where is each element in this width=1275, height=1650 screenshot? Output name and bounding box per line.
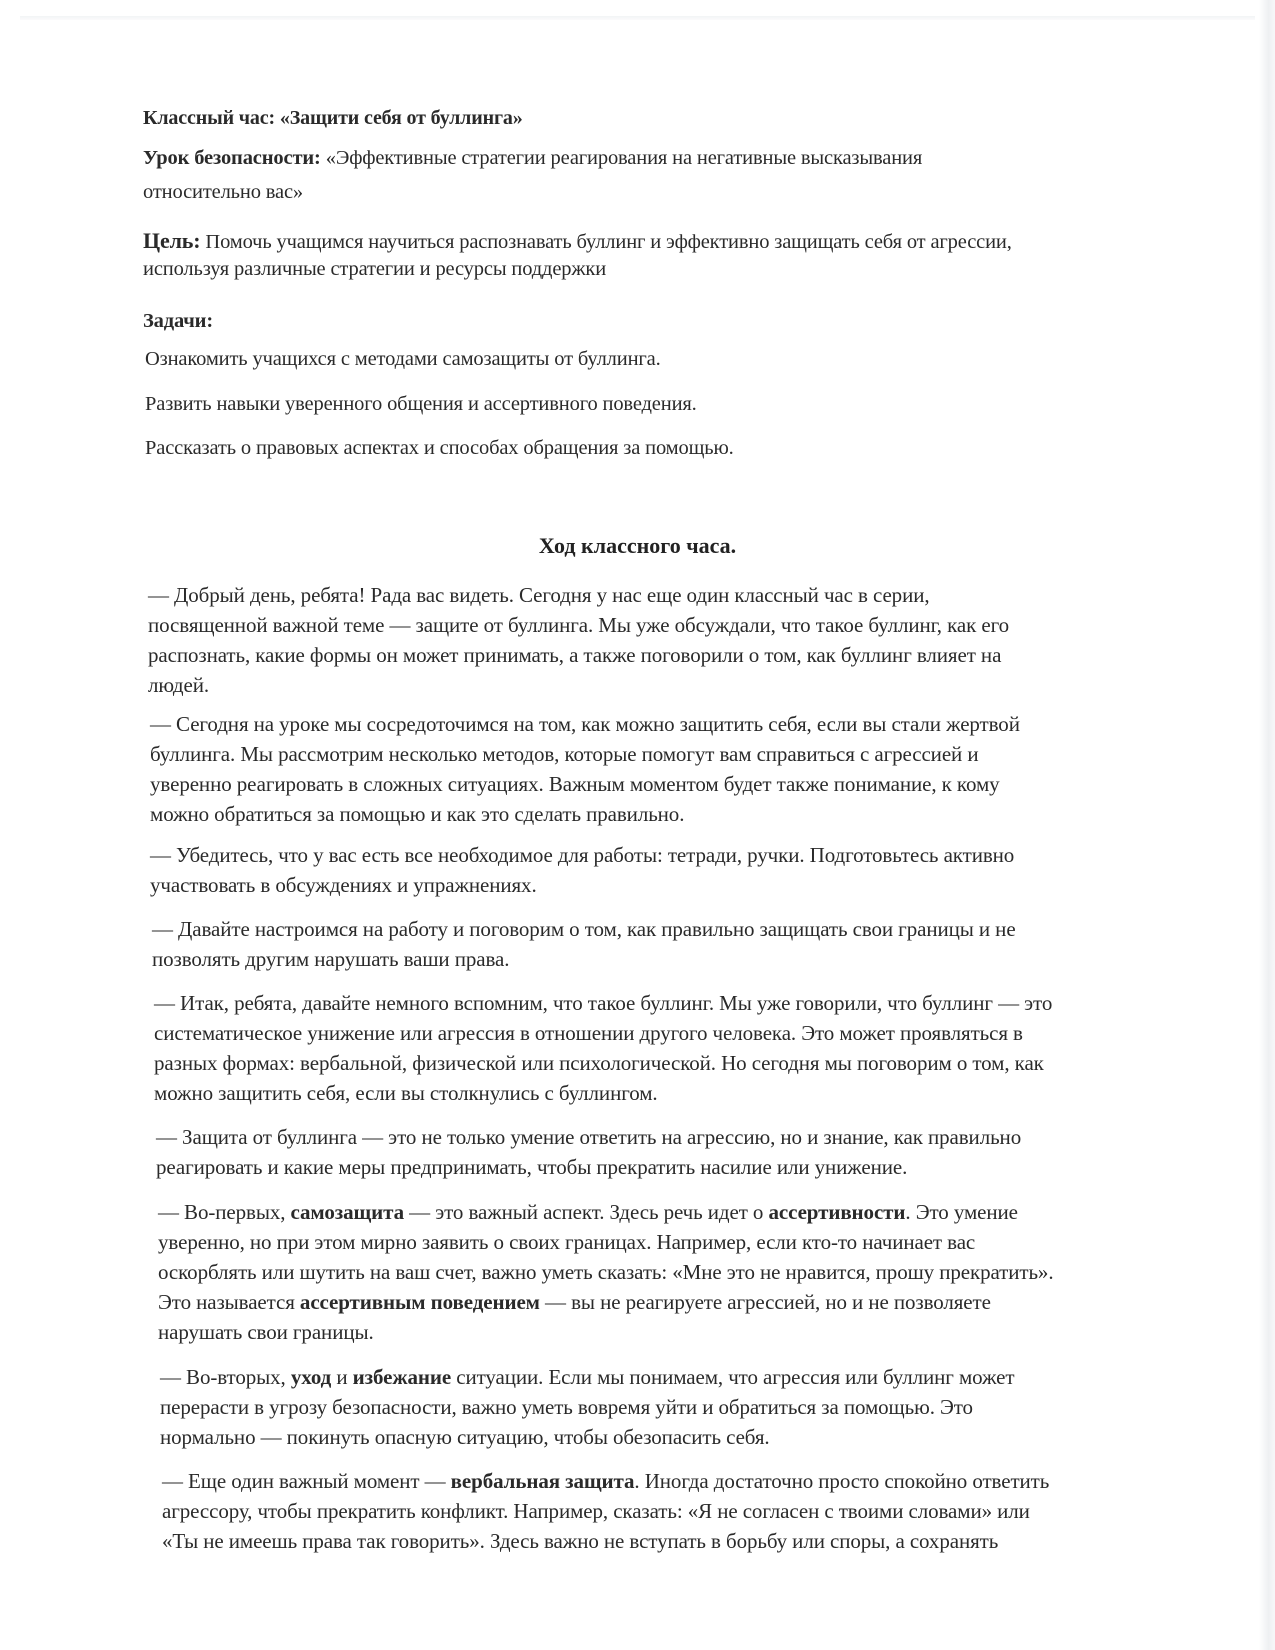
paragraph-line: — Сегодня на уроке мы сосредоточимся на том, как можно защитить себя, если вы стали жертвой [150,712,1020,736]
paragraph-line: «Ты не имеешь права так говорить». Здесь важно не вступать в борьбу или споры, а сохранять [162,1529,999,1553]
paragraph-line: систематическое унижение или агрессия в отношении другого человека. Это может проявляться в [154,1021,1023,1045]
text-run: и [331,1365,353,1389]
paragraph-line: агрессору, чтобы прекратить конфликт. Например, сказать: «Я не согласен с твоими словами» или [162,1499,1030,1523]
emphasis-assertive-behavior: ассертивным поведением [299,1290,540,1314]
paragraph-line: можно защитить себя, если вы столкнулись с буллингом. [154,1081,658,1105]
paragraph-line: буллинга. Мы рассмотрим несколько методов, которые помогут вам справиться с агрессией и [150,742,979,766]
paragraph-line: оскорблять или шутить на ваш счет, важно уметь сказать: «Мне это не нравится, прошу прекратить». [158,1260,1054,1284]
paragraph-line [162,1469,1049,1494]
paragraph-line: уверенно, но при этом мирно заявить о своих границах. Например, если кто-то начинает вас [158,1230,976,1254]
emphasis-leaving: уход [290,1365,332,1389]
class-hour-title: «Защити себя от буллинга» [279,107,523,129]
paragraph-line: — Защита от буллинга — это не только умение ответить на агрессию, но и знание, как правильно [156,1125,1022,1149]
text-run: . Иногда достаточно просто спокойно ответить [634,1469,1050,1493]
emphasis-assertiveness: ассертивности [768,1200,906,1224]
text-run: — вы не реагируете агрессией, но и не позволяете [539,1290,991,1314]
text-run: — Во-вторых, [160,1365,291,1389]
paragraph-line: уверенно реагировать в сложных ситуациях. Важным моментом будет также понимание, к кому [150,772,1000,796]
text-run: ситуации. Если мы понимаем, что агрессия или буллинг может [451,1365,1015,1389]
class-hour-label: Классный час: [143,107,276,129]
lesson-label: Урок безопасности: [143,147,321,169]
paragraph-line: — Убедитесь, что у вас есть все необходимое для работы: тетради, ручки. Подготовьтесь активно [150,843,1015,867]
paragraph-line: реагировать и какие меры предпринимать, чтобы прекратить насилие или унижение. [156,1155,908,1179]
tasks-label: Задачи: [143,310,214,332]
emphasis-avoidance: избежание [352,1365,452,1389]
emphasis-verbal-defense: вербальная защита [450,1469,635,1493]
emphasis-self-defense: самозащита [290,1200,404,1224]
task-item: Рассказать о правовых аспектах и способах обращения за помощью. [145,437,734,459]
paragraph-line: участвовать в обсуждениях и упражнениях. [150,873,537,897]
paragraph-line: можно обратиться за помощью и как это сделать правильно. [150,802,685,826]
task-item: Развить навыки уверенного общения и ассертивного поведения. [145,393,697,415]
paragraph-line: распознать, какие формы он может принимать, а также поговорили о том, как буллинг влияет на [148,643,1002,667]
text-run: Это называется [158,1290,300,1314]
paragraph-line: — Добрый день, ребята! Рада вас видеть. Сегодня у нас еще один классный час в серии, [148,583,930,607]
paragraph-line: позволять другим нарушать ваши права. [152,947,510,971]
task-item: Ознакомить учащихся с методами самозащиты от буллинга. [145,348,661,370]
paragraph-line [160,1365,1014,1390]
goal-label: Цель: [143,228,201,253]
text-run: — Во-первых, [158,1200,291,1224]
paragraph-line: перерасти в угрозу безопасности, важно уметь вовремя уйти и обратиться за помощью. Это [160,1395,973,1419]
paragraph-line: — Давайте настроимся на работу и поговорим о том, как правильно защищать свои границы и не [152,917,1016,941]
paragraph-line: — Итак, ребята, давайте немного вспомним, что такое буллинг. Мы уже говорили, что буллинг — это [154,991,1053,1015]
goal-line-2: используя различные стратегии и ресурсы поддержки [143,258,607,280]
text-run: . Это умение [905,1200,1018,1224]
paragraph-line: посвященной важной теме — защите от буллинга. Мы уже обсуждали, что такое буллинг, как его [148,613,1009,637]
paragraph-line [158,1290,991,1315]
lesson-title-line-2: относительно вас» [143,181,304,203]
text-run: — это важный аспект. Здесь речь идет о [404,1200,769,1224]
paragraph-line [158,1200,1018,1225]
paragraph-line: нарушать свои границы. [158,1320,374,1344]
lesson-title-line-1 [143,147,922,170]
goal-text-1: Помочь учащимся научиться распознавать буллинг и эффективно защищать себя от агрессии, [205,231,1012,253]
goal-line-1 [143,228,1012,254]
paragraph-line: нормально — покинуть опасную ситуацию, чтобы обезопасить себя. [160,1425,770,1449]
text-run: — Еще один важный момент — [162,1469,451,1493]
section-heading: Ход классного часа. [538,533,737,558]
paragraph-line: разных формах: вербальной, физической или психологической. Но сегодня мы поговорим о том, как [154,1051,1044,1075]
class-hour-title-line [143,107,523,130]
paragraph-line: людей. [148,673,209,697]
lesson-title-part-1: «Эффективные стратегии реагирования на негативные высказывания [325,147,923,169]
